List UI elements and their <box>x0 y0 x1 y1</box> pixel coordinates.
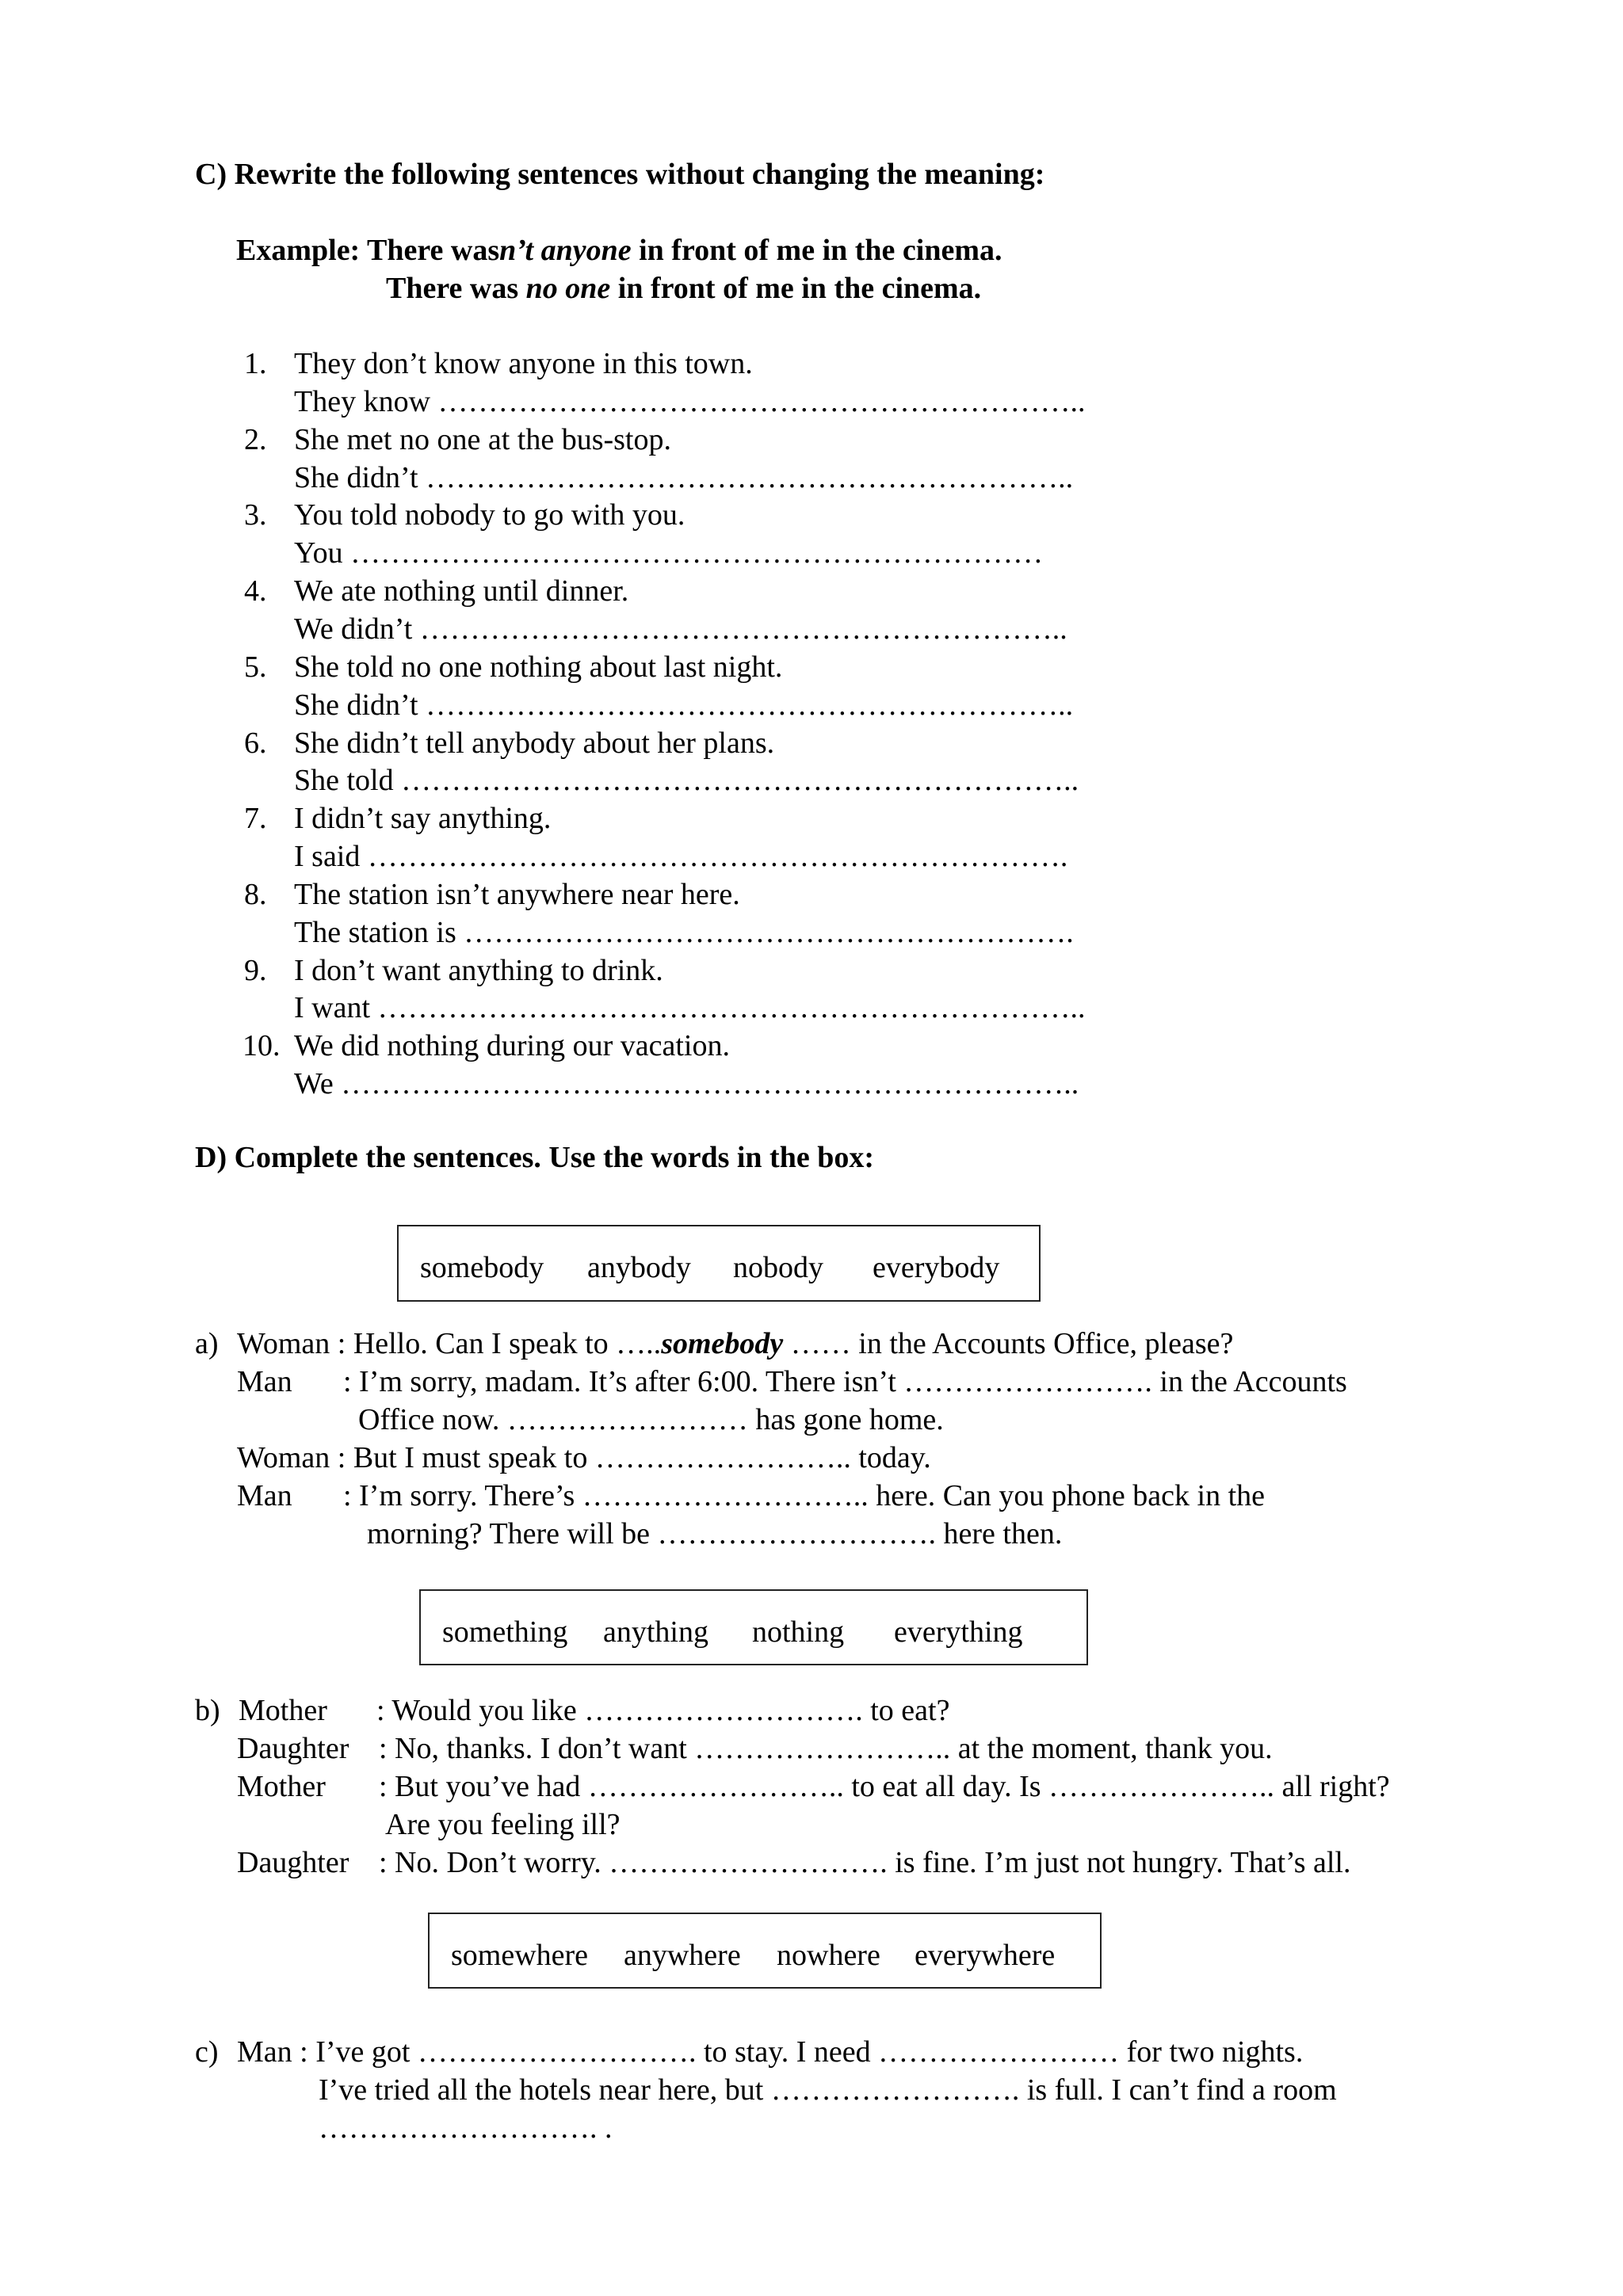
dialogue-a-label: a) <box>195 1327 219 1360</box>
item-number: 6. <box>244 726 267 760</box>
word-everywhere: everywhere <box>915 1939 1056 1972</box>
dialogue-b-label: b) <box>195 1694 220 1727</box>
item-answer-line: We didn’t ……………………………………………………….. <box>294 612 1067 646</box>
example-line-1: Example: There wasn’t anyone in front of me in the cinema. <box>236 234 1002 267</box>
dialogue-a-line-3: Office now. …………………… has gone home. <box>358 1403 944 1436</box>
word-everything: everything <box>894 1615 1023 1649</box>
item-number: 1. <box>244 347 267 380</box>
item-number: 9. <box>244 953 267 987</box>
dialogue-b-speaker-3: Mother <box>237 1770 326 1803</box>
item-sentence: You told nobody to go with you. <box>294 498 685 532</box>
item-sentence: She met no one at the bus-stop. <box>294 422 671 456</box>
dialogue-a-line-2: : I’m sorry, madam. It’s after 6:00. There isn’t ……………………. in the Accounts <box>343 1365 1347 1398</box>
word-nobody: nobody <box>733 1251 823 1284</box>
dialogue-c-label: c) <box>195 2035 219 2069</box>
item-number: 7. <box>244 802 267 836</box>
item-answer-line: They know ……………………………………………………….. <box>294 384 1086 418</box>
word-nothing: nothing <box>752 1615 845 1649</box>
word-box-things <box>419 1589 1088 1665</box>
item-answer-line: I want …………………………………………………………….. <box>294 991 1086 1025</box>
item-answer-line: The station is ……………………………………………………. <box>294 915 1074 949</box>
dialogue-b-speaker-5: Daughter <box>237 1846 349 1879</box>
dialogue-b-speaker-1: Mother <box>239 1694 327 1727</box>
dialogue-b-line-3: : But you’ve had …………………….. to eat all day. Is ………………….. all right? <box>379 1770 1390 1803</box>
item-answer-line: I said ……………………………………………………………. <box>294 840 1068 873</box>
dialogue-c-line-2: I’ve tried all the hotels near here, but ……………………. is full. I can’t find a room <box>319 2073 1337 2107</box>
item-answer-line: She didn’t ……………………………………………………….. <box>294 460 1074 494</box>
dialogue-b-speaker-2: Daughter <box>237 1732 349 1765</box>
dialogue-b-line-2: : No, thanks. I don’t want …………………….. at the moment, thank you. <box>379 1732 1273 1765</box>
dialogue-a-speaker-5: Man <box>237 1479 292 1512</box>
item-answer-line: She didn’t ……………………………………………………….. <box>294 688 1074 722</box>
dialogue-b-line-1: : Would you like ………………………. to eat? <box>376 1694 950 1727</box>
item-number: 4. <box>244 574 267 608</box>
item-number: 10. <box>242 1029 281 1063</box>
item-number: 3. <box>244 498 267 532</box>
item-sentence: I don’t want anything to drink. <box>294 953 663 987</box>
item-number: 2. <box>244 422 267 456</box>
item-sentence: She didn’t tell anybody about her plans. <box>294 726 775 760</box>
dialogue-c-line-1: Man : I’ve got ………………………. to stay. I need …………………… for two nights. <box>237 2035 1304 2069</box>
item-sentence: They don’t know anyone in this town. <box>294 347 753 380</box>
dialogue-a-line-1: Woman : Hello. Can I speak to …..somebody …… in the Accounts Office, please? <box>237 1327 1234 1360</box>
section-c-heading: C) Rewrite the following sentences without changing the meaning: <box>195 158 1045 191</box>
item-sentence: The station isn’t anywhere near here. <box>294 877 740 911</box>
dialogue-a-line-5: : I’m sorry. There’s ……………………….. here. Can you phone back in the <box>343 1479 1265 1512</box>
dialogue-b-line-5: : No. Don’t worry. ………………………. is fine. I’m just not hungry. That’s all. <box>379 1846 1351 1879</box>
word-box-places <box>428 1913 1102 1989</box>
dialogue-a-line-6: morning? There will be ………………………. here then. <box>367 1517 1063 1550</box>
word-somebody: somebody <box>420 1251 544 1284</box>
word-anybody: anybody <box>587 1251 691 1284</box>
item-number: 5. <box>244 650 267 684</box>
item-sentence: I didn’t say anything. <box>294 802 552 836</box>
section-d-heading: D) Complete the sentences. Use the words in the box: <box>195 1141 875 1174</box>
dialogue-a-line-4: Woman : But I must speak to …………………….. today. <box>237 1441 931 1474</box>
word-everybody: everybody <box>873 1251 1000 1284</box>
word-somewhere: somewhere <box>451 1939 589 1972</box>
item-number: 8. <box>244 877 267 911</box>
item-answer-line: You …………………………………………………………… <box>294 536 1044 570</box>
item-sentence: She told no one nothing about last night. <box>294 650 783 684</box>
word-nowhere: nowhere <box>777 1939 880 1972</box>
dialogue-c-line-3: ………………………. . <box>319 2111 613 2145</box>
example-line-2: There was no one in front of me in the cinema. <box>386 272 982 305</box>
word-anything: anything <box>603 1615 708 1649</box>
example-answer: somebody <box>661 1327 784 1360</box>
word-anywhere: anywhere <box>624 1939 741 1972</box>
dialogue-b-line-4: Are you feeling ill? <box>385 1808 621 1841</box>
item-answer-line: She told ………………………………………………………….. <box>294 764 1079 798</box>
word-box-people <box>397 1225 1041 1302</box>
dialogue-a-speaker-2: Man <box>237 1365 292 1398</box>
item-answer-line: We ……………………………………………………………….. <box>294 1067 1079 1101</box>
word-something: something <box>442 1615 568 1649</box>
example-label: Example: <box>236 234 368 267</box>
item-sentence: We did nothing during our vacation. <box>294 1029 730 1063</box>
item-sentence: We ate nothing until dinner. <box>294 574 629 608</box>
